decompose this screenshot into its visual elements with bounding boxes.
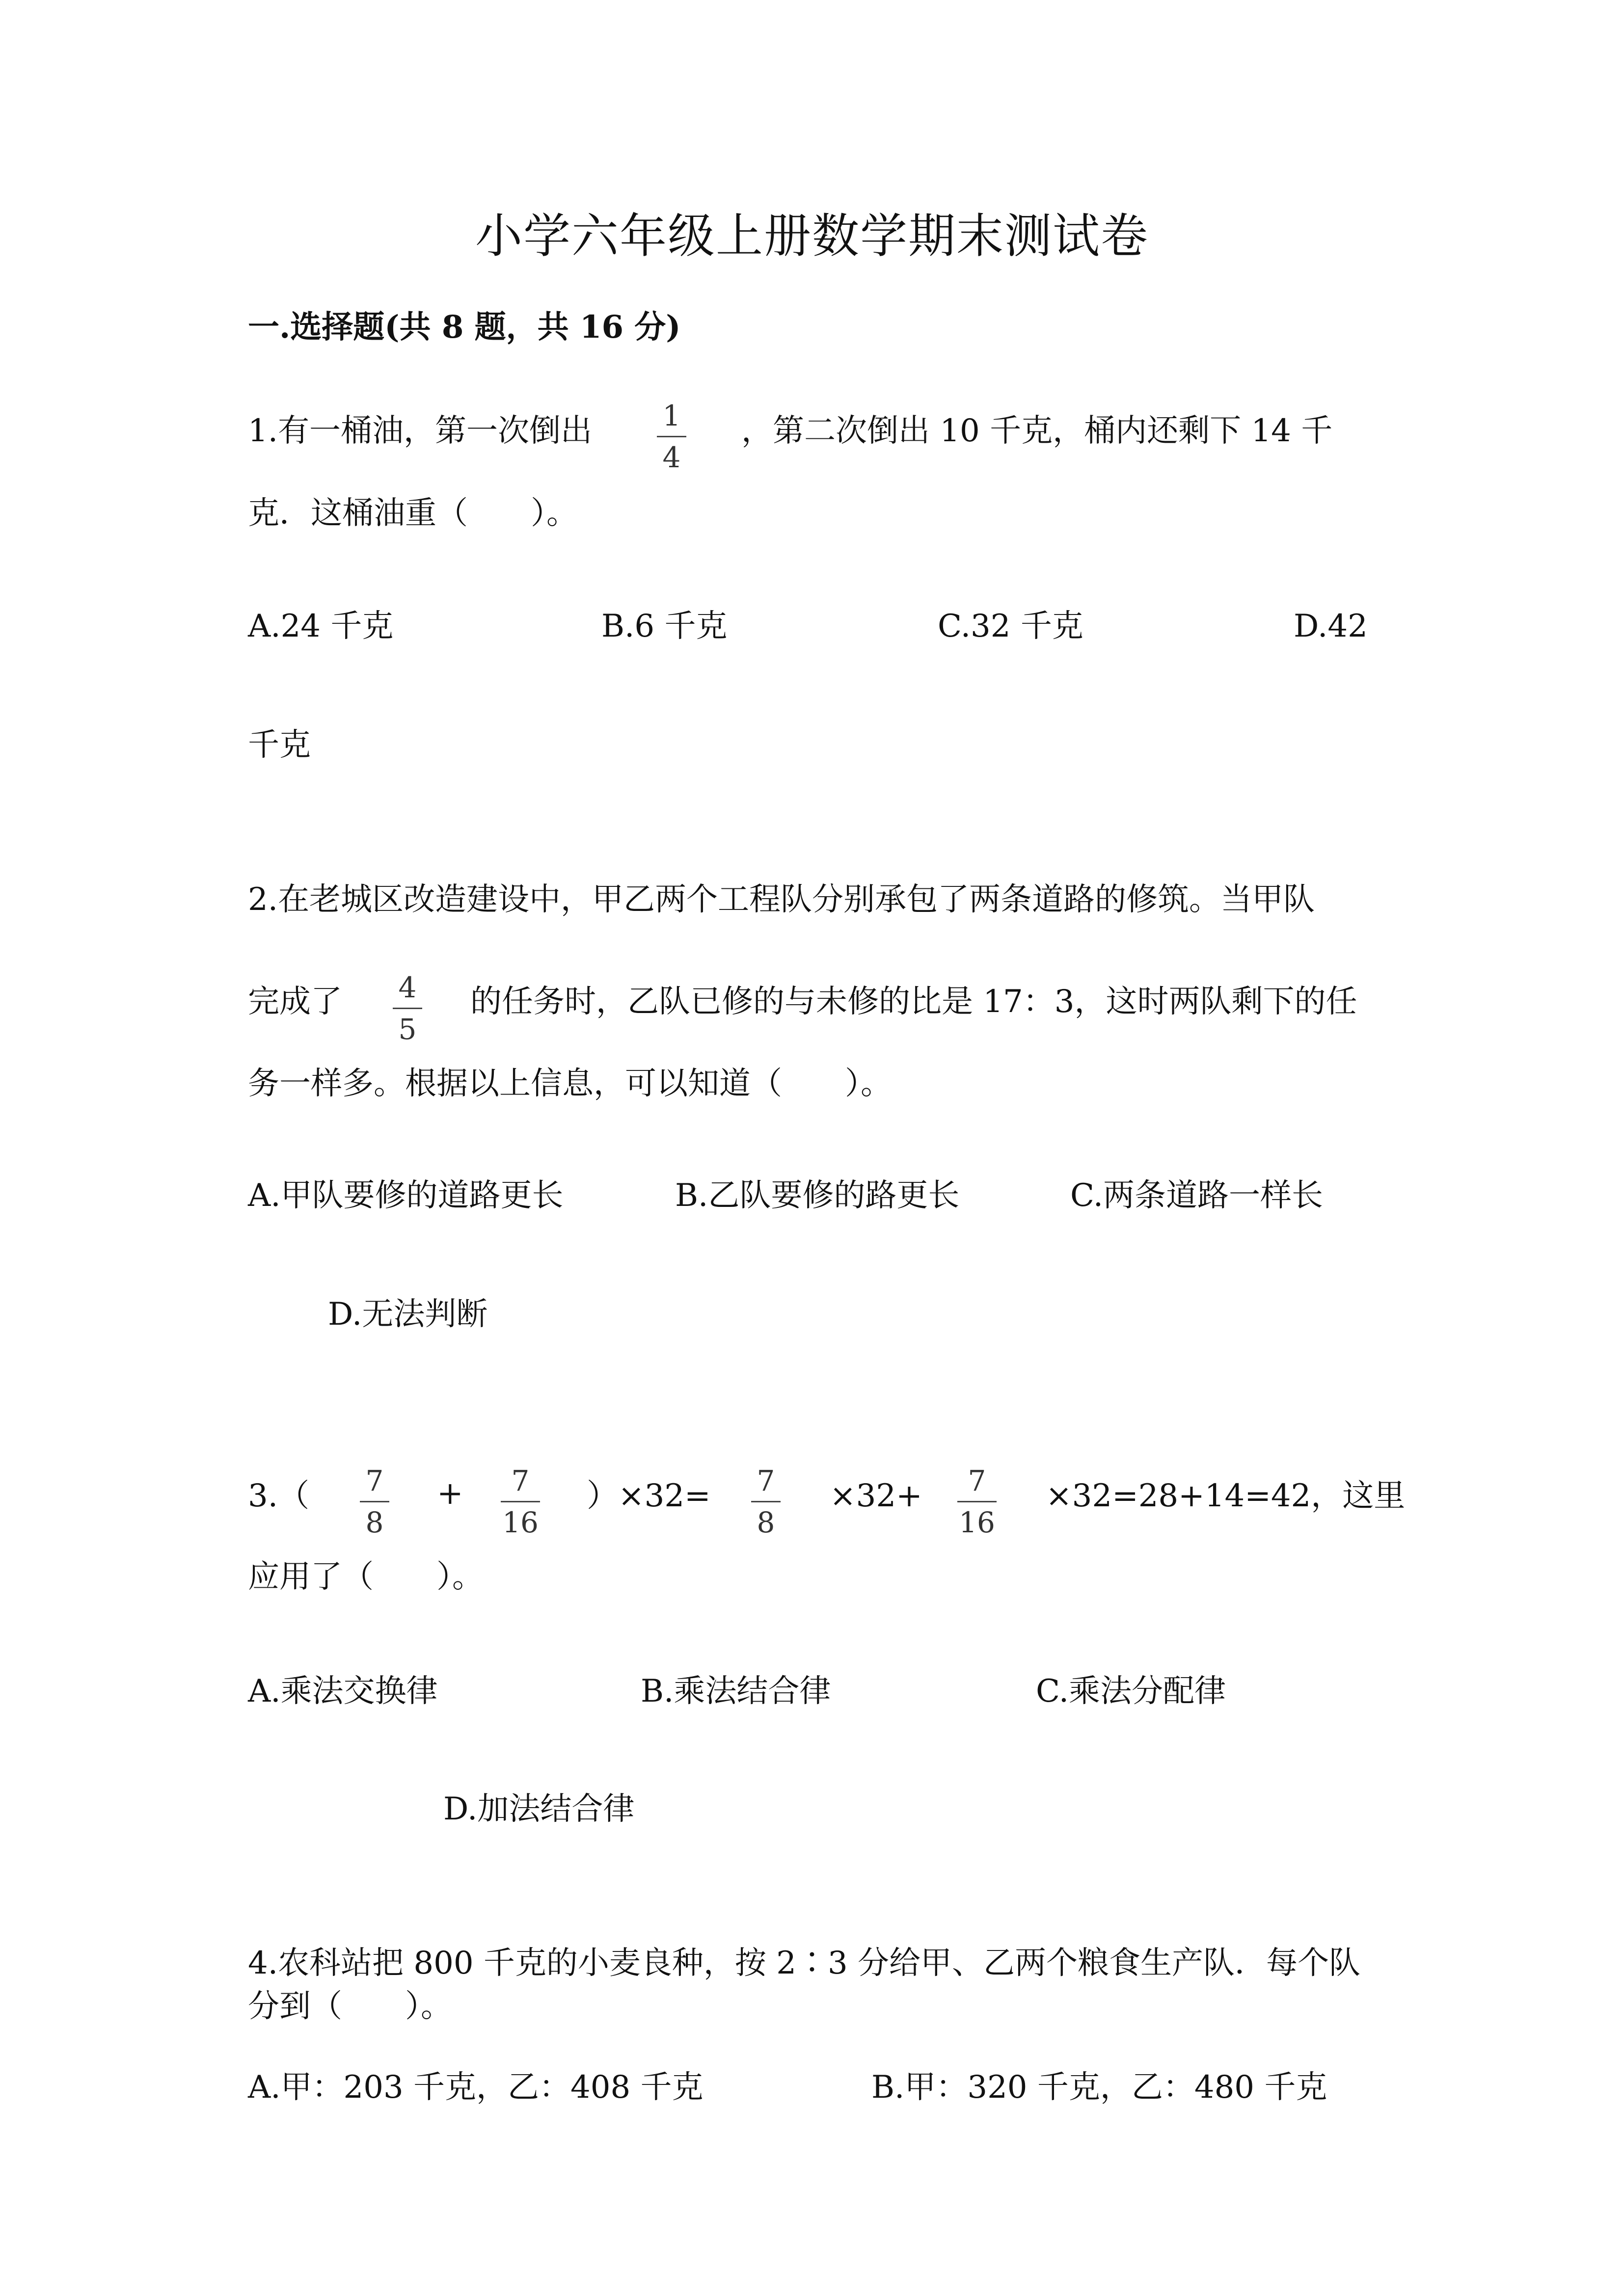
q3-fraction-3-numerator: 7 <box>757 1464 775 1497</box>
q1-option-c: C.32 千克 <box>938 608 1083 644</box>
q3-fraction-2 <box>501 1464 540 1539</box>
q2-text-line2-part1: 完成了 <box>248 984 342 1020</box>
q2-text-line3: 务一样多。根据以上信息，可以知道（ ）。 <box>248 1066 892 1102</box>
q3-fraction-2-denominator: 16 <box>502 1506 539 1539</box>
q3-option-d: D.加法结合律 <box>443 1791 635 1827</box>
q4-option-a: A.甲：203 千克，乙：408 千克 <box>248 2069 704 2106</box>
q2-fraction-bar <box>393 1008 422 1009</box>
q2-option-a: A.甲队要修的道路更长 <box>248 1177 564 1214</box>
q3-prefix: 3.（ <box>248 1478 310 1514</box>
q2-text-line1: 2.在老城区改造建设中，甲乙两个工程队分别承包了两条道路的修筑。当甲队 <box>248 881 1315 918</box>
q3-fraction-3-denominator: 8 <box>757 1506 775 1539</box>
q2-option-b: B.乙队要修的路更长 <box>675 1177 960 1214</box>
q1-fraction-bar <box>657 436 686 437</box>
q3-fraction-1 <box>360 1464 389 1539</box>
q3-fraction-4-bar <box>957 1501 997 1502</box>
q1-fraction <box>657 401 686 472</box>
q2-fraction <box>393 971 422 1046</box>
q3-suffix: ×32=28+14=42，这里 <box>1046 1478 1406 1514</box>
q1-text-line2: 克．这桶油重（ ）。 <box>248 495 578 532</box>
q4-option-b: B.甲：320 千克，乙：480 千克 <box>871 2069 1327 2106</box>
q2-fraction-denominator: 5 <box>398 1013 417 1046</box>
q1-option-d: D.42 <box>1294 608 1368 644</box>
q4-text-line1: 4.农科站把 800 千克的小麦良种，按 2∶3 分给甲、乙两个粮食生产队．每个队 <box>248 1945 1361 1981</box>
q1-option-b: B.6 千克 <box>601 608 728 644</box>
q3-option-b: B.乘法结合律 <box>641 1673 831 1709</box>
q3-plus: + <box>437 1475 463 1512</box>
q3-fraction-4 <box>957 1464 997 1539</box>
q3-fraction-3-bar <box>751 1501 781 1502</box>
q3-middle-2: ×32+ <box>830 1478 922 1514</box>
q1-option-d-continued: 千克 <box>248 727 311 763</box>
q1-text-line1-part1: 1.有一桶油，第一次倒出 <box>248 413 593 449</box>
q3-fraction-1-bar <box>360 1501 389 1502</box>
q1-option-a: A.24 千克 <box>248 608 394 644</box>
q2-fraction-numerator: 4 <box>398 971 417 1004</box>
q1-text-line1-part2: ，第二次倒出 10 千克，桶内还剩下 14 千 <box>741 413 1333 449</box>
q3-option-c: C.乘法分配律 <box>1036 1673 1226 1709</box>
q1-fraction-denominator: 4 <box>662 441 681 474</box>
q4-text-line2: 分到（ ）。 <box>248 1988 452 2025</box>
q3-option-a: A.乘法交换律 <box>248 1673 438 1709</box>
page-title: 小学六年级上册数学期末测试卷 <box>475 209 1149 264</box>
section-heading: 一.选择题(共 8 题，共 16 分) <box>248 309 681 346</box>
q1-fraction-numerator: 1 <box>662 399 681 432</box>
q3-fraction-1-denominator: 8 <box>365 1506 384 1539</box>
q2-option-c: C.两条道路一样长 <box>1070 1177 1324 1214</box>
q3-fraction-3 <box>751 1464 781 1539</box>
q3-fraction-4-denominator: 16 <box>959 1506 995 1539</box>
q3-fraction-4-numerator: 7 <box>968 1464 986 1497</box>
q3-fraction-2-numerator: 7 <box>511 1464 530 1497</box>
q3-fraction-1-numerator: 7 <box>365 1464 384 1497</box>
q2-option-d: D.无法判断 <box>328 1296 488 1333</box>
q3-middle-1: ）×32= <box>587 1478 711 1514</box>
q3-fraction-2-bar <box>501 1501 540 1502</box>
q2-text-line2-part2: 的任务时，乙队已修的与未修的比是 17：3，这时两队剩下的任 <box>470 984 1357 1020</box>
q3-text-line2: 应用了（ ）。 <box>248 1559 484 1595</box>
